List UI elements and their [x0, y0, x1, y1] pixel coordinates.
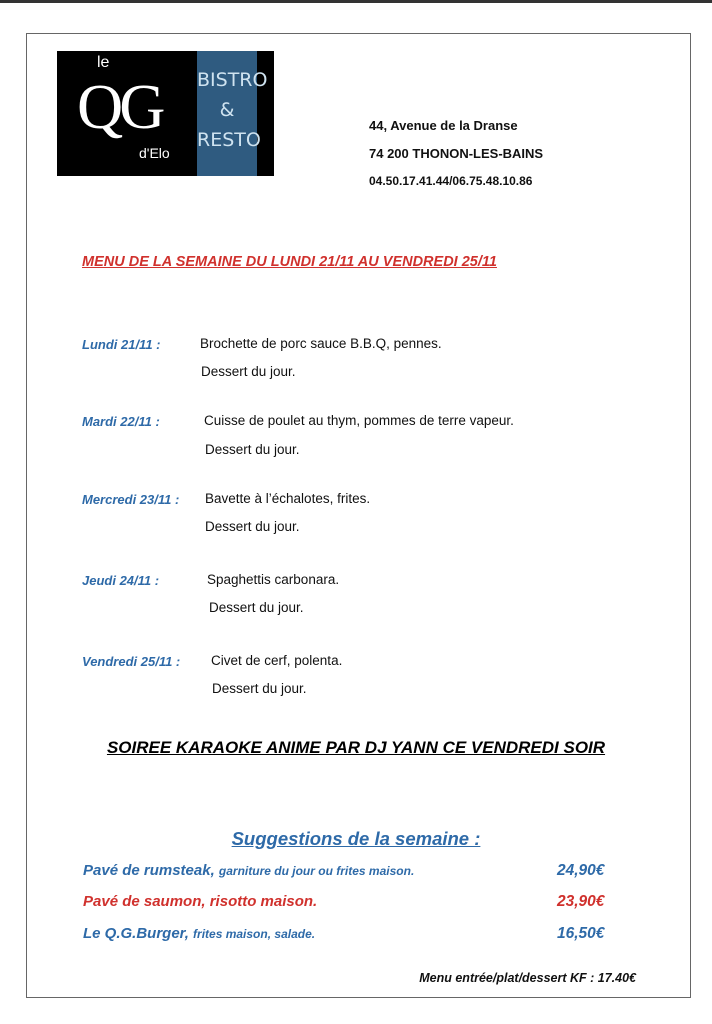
day-label: Mercredi 23/11 : — [82, 492, 180, 507]
top-edge — [0, 0, 712, 3]
dish: Cuisse de poulet au thym, pommes de terre vapeur. — [204, 413, 514, 428]
dish: Brochette de porc sauce B.B.Q, pennes. — [200, 336, 442, 351]
menu-title: MENU DE LA SEMAINE DU LUNDI 21/11 AU VENDREDI 25/11 — [82, 254, 497, 270]
day-label: Jeudi 24/11 : — [82, 573, 160, 588]
suggestion-price: 24,90€ — [557, 862, 605, 879]
karaoke-announcement: SOIREE KARAOKE ANIME PAR DJ YANN CE VENDREDI SOIR — [106, 738, 606, 757]
day-label: Mardi 22/11 : — [82, 414, 160, 429]
menu-page — [26, 33, 691, 998]
dish: Bavette à l’échalotes, frites. — [205, 491, 371, 506]
dish: Civet de cerf, polenta. — [211, 653, 343, 668]
suggestion-price: 16,50€ — [557, 925, 605, 942]
dessert: Dessert du jour. — [205, 442, 300, 457]
day-label: Vendredi 25/11 : — [82, 654, 181, 669]
logo-qg: QG — [77, 71, 162, 142]
suggestion-detail: frites maison, salade. — [193, 927, 316, 941]
suggestion-name: Pavé de rumsteak, — [83, 862, 215, 879]
suggestion-name: Pavé de saumon, risotto maison. — [83, 893, 318, 910]
restaurant-logo — [57, 51, 274, 176]
dessert: Dessert du jour. — [201, 364, 296, 379]
address-city: 74 200 THONON-LES-BAINS — [369, 146, 544, 161]
suggestion-name: Le Q.G.Burger, — [83, 925, 189, 942]
suggestion-item — [83, 925, 315, 942]
dessert: Dessert du jour. — [212, 681, 307, 696]
suggestions-title: Suggestions de la semaine : — [231, 828, 481, 849]
logo-le: le — [97, 54, 110, 71]
logo-delo: d'Elo — [139, 145, 170, 161]
address-street: 44, Avenue de la Dranse — [369, 118, 518, 133]
suggestion-item — [83, 893, 317, 910]
menu-price-footer: Menu entrée/plat/dessert KF : 17.40€ — [419, 971, 636, 985]
address-phone: 04.50.17.41.44/06.75.48.10.86 — [369, 174, 533, 188]
suggestion-item — [83, 862, 414, 879]
day-label: Lundi 21/11 : — [82, 337, 161, 352]
suggestion-price: 23,90€ — [557, 893, 605, 910]
logo-amp: & — [219, 99, 235, 121]
dessert: Dessert du jour. — [209, 600, 304, 615]
logo-resto: RESTO — [197, 129, 261, 151]
logo-bistro: BISTRO — [197, 69, 268, 91]
dish: Spaghettis carbonara. — [207, 572, 340, 587]
suggestion-detail: garniture du jour ou frites maison. — [218, 864, 415, 878]
dessert: Dessert du jour. — [205, 519, 300, 534]
